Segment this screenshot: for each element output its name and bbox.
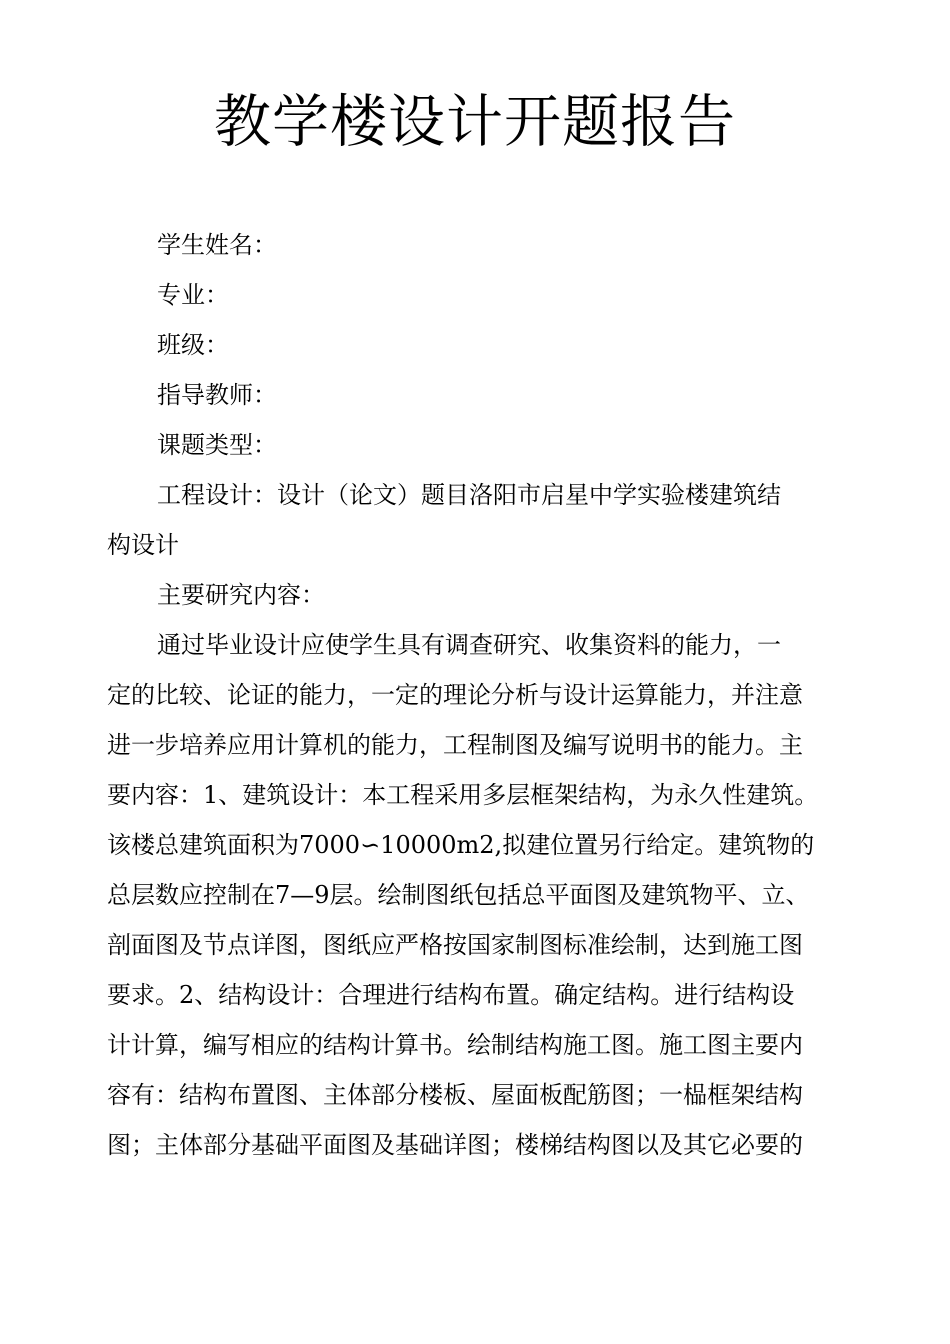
info-fields — [107, 220, 847, 620]
body-line: 定的比较、论证的能力，一定的理论分析与设计运算能力，并注意 — [107, 681, 803, 709]
document-title: 教学楼设计开题报告 — [214, 89, 736, 155]
major-label: 专业： — [157, 281, 229, 309]
body-line: 要内容：1、建筑设计：本工程采用多层框架结构，为永久性建筑。 — [107, 781, 819, 809]
advisor-label: 指导教师： — [157, 381, 277, 409]
topic-type-label: 课题类型： — [157, 431, 277, 459]
body-paragraph — [107, 620, 855, 1170]
student-name-label: 学生姓名： — [157, 231, 277, 259]
body-line: 剖面图及节点详图，图纸应严格按国家制图标准绘制，达到施工图 — [107, 931, 803, 959]
class-label: 班级： — [157, 331, 229, 359]
engineering-design-line-1: 工程设计：设计（论文）题目洛阳市启星中学实验楼建筑结 — [157, 481, 781, 509]
main-content-label: 主要研究内容： — [157, 581, 325, 609]
body-line: 要求。2、结构设计：合理进行结构布置。确定结构。进行结构设 — [107, 981, 795, 1009]
body-line: 图；主体部分基础平面图及基础详图；楼梯结构图以及其它必要的 — [107, 1131, 803, 1159]
body-line: 总层数应控制在7—9层。绘制图纸包括总平面图及建筑物平、立、 — [107, 881, 810, 909]
body-line: 通过毕业设计应使学生具有调查研究、收集资料的能力，一 — [157, 631, 781, 659]
body-line: 进一步培养应用计算机的能力，工程制图及编写说明书的能力。主 — [107, 731, 803, 759]
body-line: 容有：结构布置图、主体部分楼板、屋面板配筋图；一榀框架结构 — [107, 1081, 803, 1109]
body-line: 计计算，编写相应的结构计算书。绘制结构施工图。施工图主要内 — [107, 1031, 803, 1059]
body-line: 该楼总建筑面积为7000∽10000m2,拟建位置另行给定。建筑物的 — [107, 831, 815, 859]
engineering-design-line-2: 构设计 — [107, 531, 179, 559]
